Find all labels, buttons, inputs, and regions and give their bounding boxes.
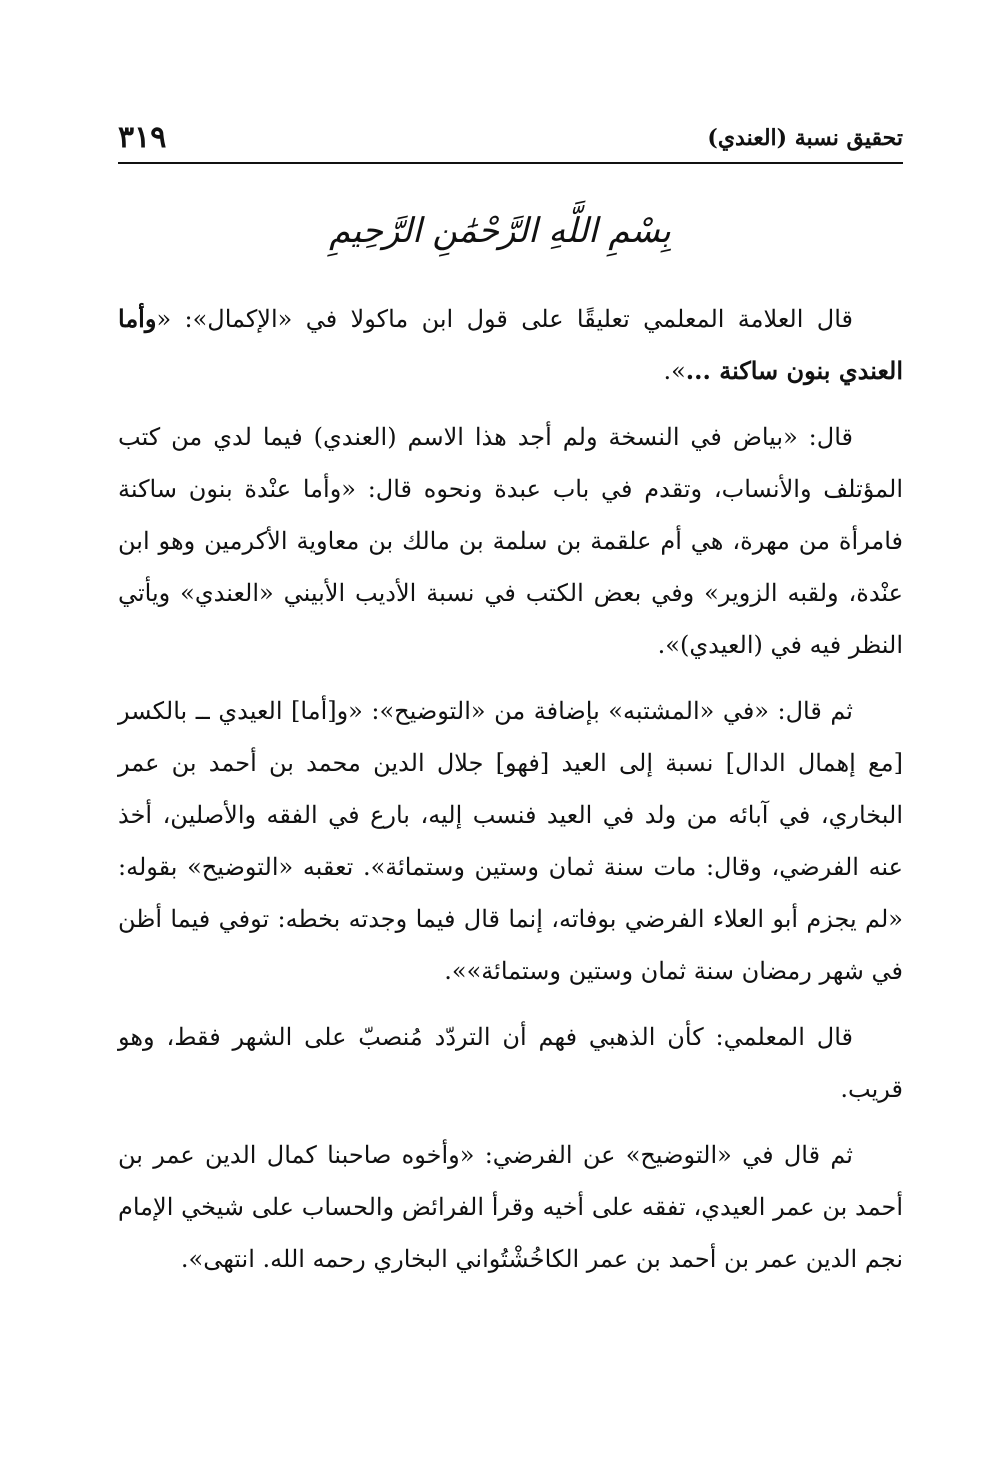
paragraph-text: ثم قال في «التوضيح» عن الفرضي: «وأخوه صاحبنا كمال الدين عمر بن أحمد بن عمر العيدي، تفقه على أخيه وقرأ الفرائض والحساب على شيخي الإمام نجم الدين عمر بن أحمد بن عمر الكاخُشْتُواني البخاري رحمه الله. انتهى». (118, 1141, 903, 1273)
paragraph-text: ثم قال: «في «المشتبه» بإضافة من «التوضيح»: «و[أما] العيدي ــ بالكسر [مع إهمال الدال] نسبة إلى العيد [فهو] جلال الدين محمد بن أحمد بن عمر البخاري، في آبائه من ولد في العيد فنسب إليه، بارع في الفقه والأصلين، أخذ عنه الفرضي، وقال: مات سنة ثمان وستين وستمائة». تعقبه «التوضيح» بقوله: «لم يجزم أبو العلاء الفرضي بوفاته، إنما قال فيما وجدته بخطه: توفي فيما أظن في شهر رمضان سنة ثمان وستين وستمائة»». (118, 697, 904, 985)
paragraph-text: ». (663, 357, 686, 385)
page-header (118, 118, 903, 158)
paragraph-text: قال: «بياض في النسخة ولم أجد هذا الاسم (العندي) فيما لدي من كتب المؤتلف والأنساب، وتقدم في باب عبدة ونحوه قال: «وأما عنْدة بنون ساكنة فامرأة من مهرة، هي أم علقمة بن سلمة بن مالك بن معاوية الأكرمين وهو ابن عنْدة، ولقبه الزوير» وفي بعض الكتب في نسبة الأديب الأبيني «العندي» ويأتي النظر فيه في (العيدي)». (118, 423, 903, 659)
paragraph (118, 293, 903, 397)
paragraph (118, 1011, 903, 1115)
paragraph (118, 411, 903, 671)
running-title: تحقيق نسبة (العندي) (707, 125, 903, 151)
header-rule (118, 162, 903, 164)
basmala-ornament: بِسْمِ اللَّهِ الرَّحْمَٰنِ الرَّحِيمِ (329, 211, 671, 251)
page-body (118, 293, 903, 1285)
paragraph-text: قال العلامة المعلمي تعليقًا على قول ابن ماكولا في «الإكمال»: « (156, 305, 853, 333)
quoted-text-bold: وأما العندي بنون ساكنة ... (118, 304, 903, 385)
paragraph (118, 1129, 903, 1285)
paragraph (118, 685, 903, 997)
paragraph-text: قال المعلمي: كأن الذهبي فهم أن التردّد مُنصبّ على الشهر فقط، وهو قريب. (118, 1023, 903, 1103)
page-number: ٣١٩ (118, 120, 167, 155)
